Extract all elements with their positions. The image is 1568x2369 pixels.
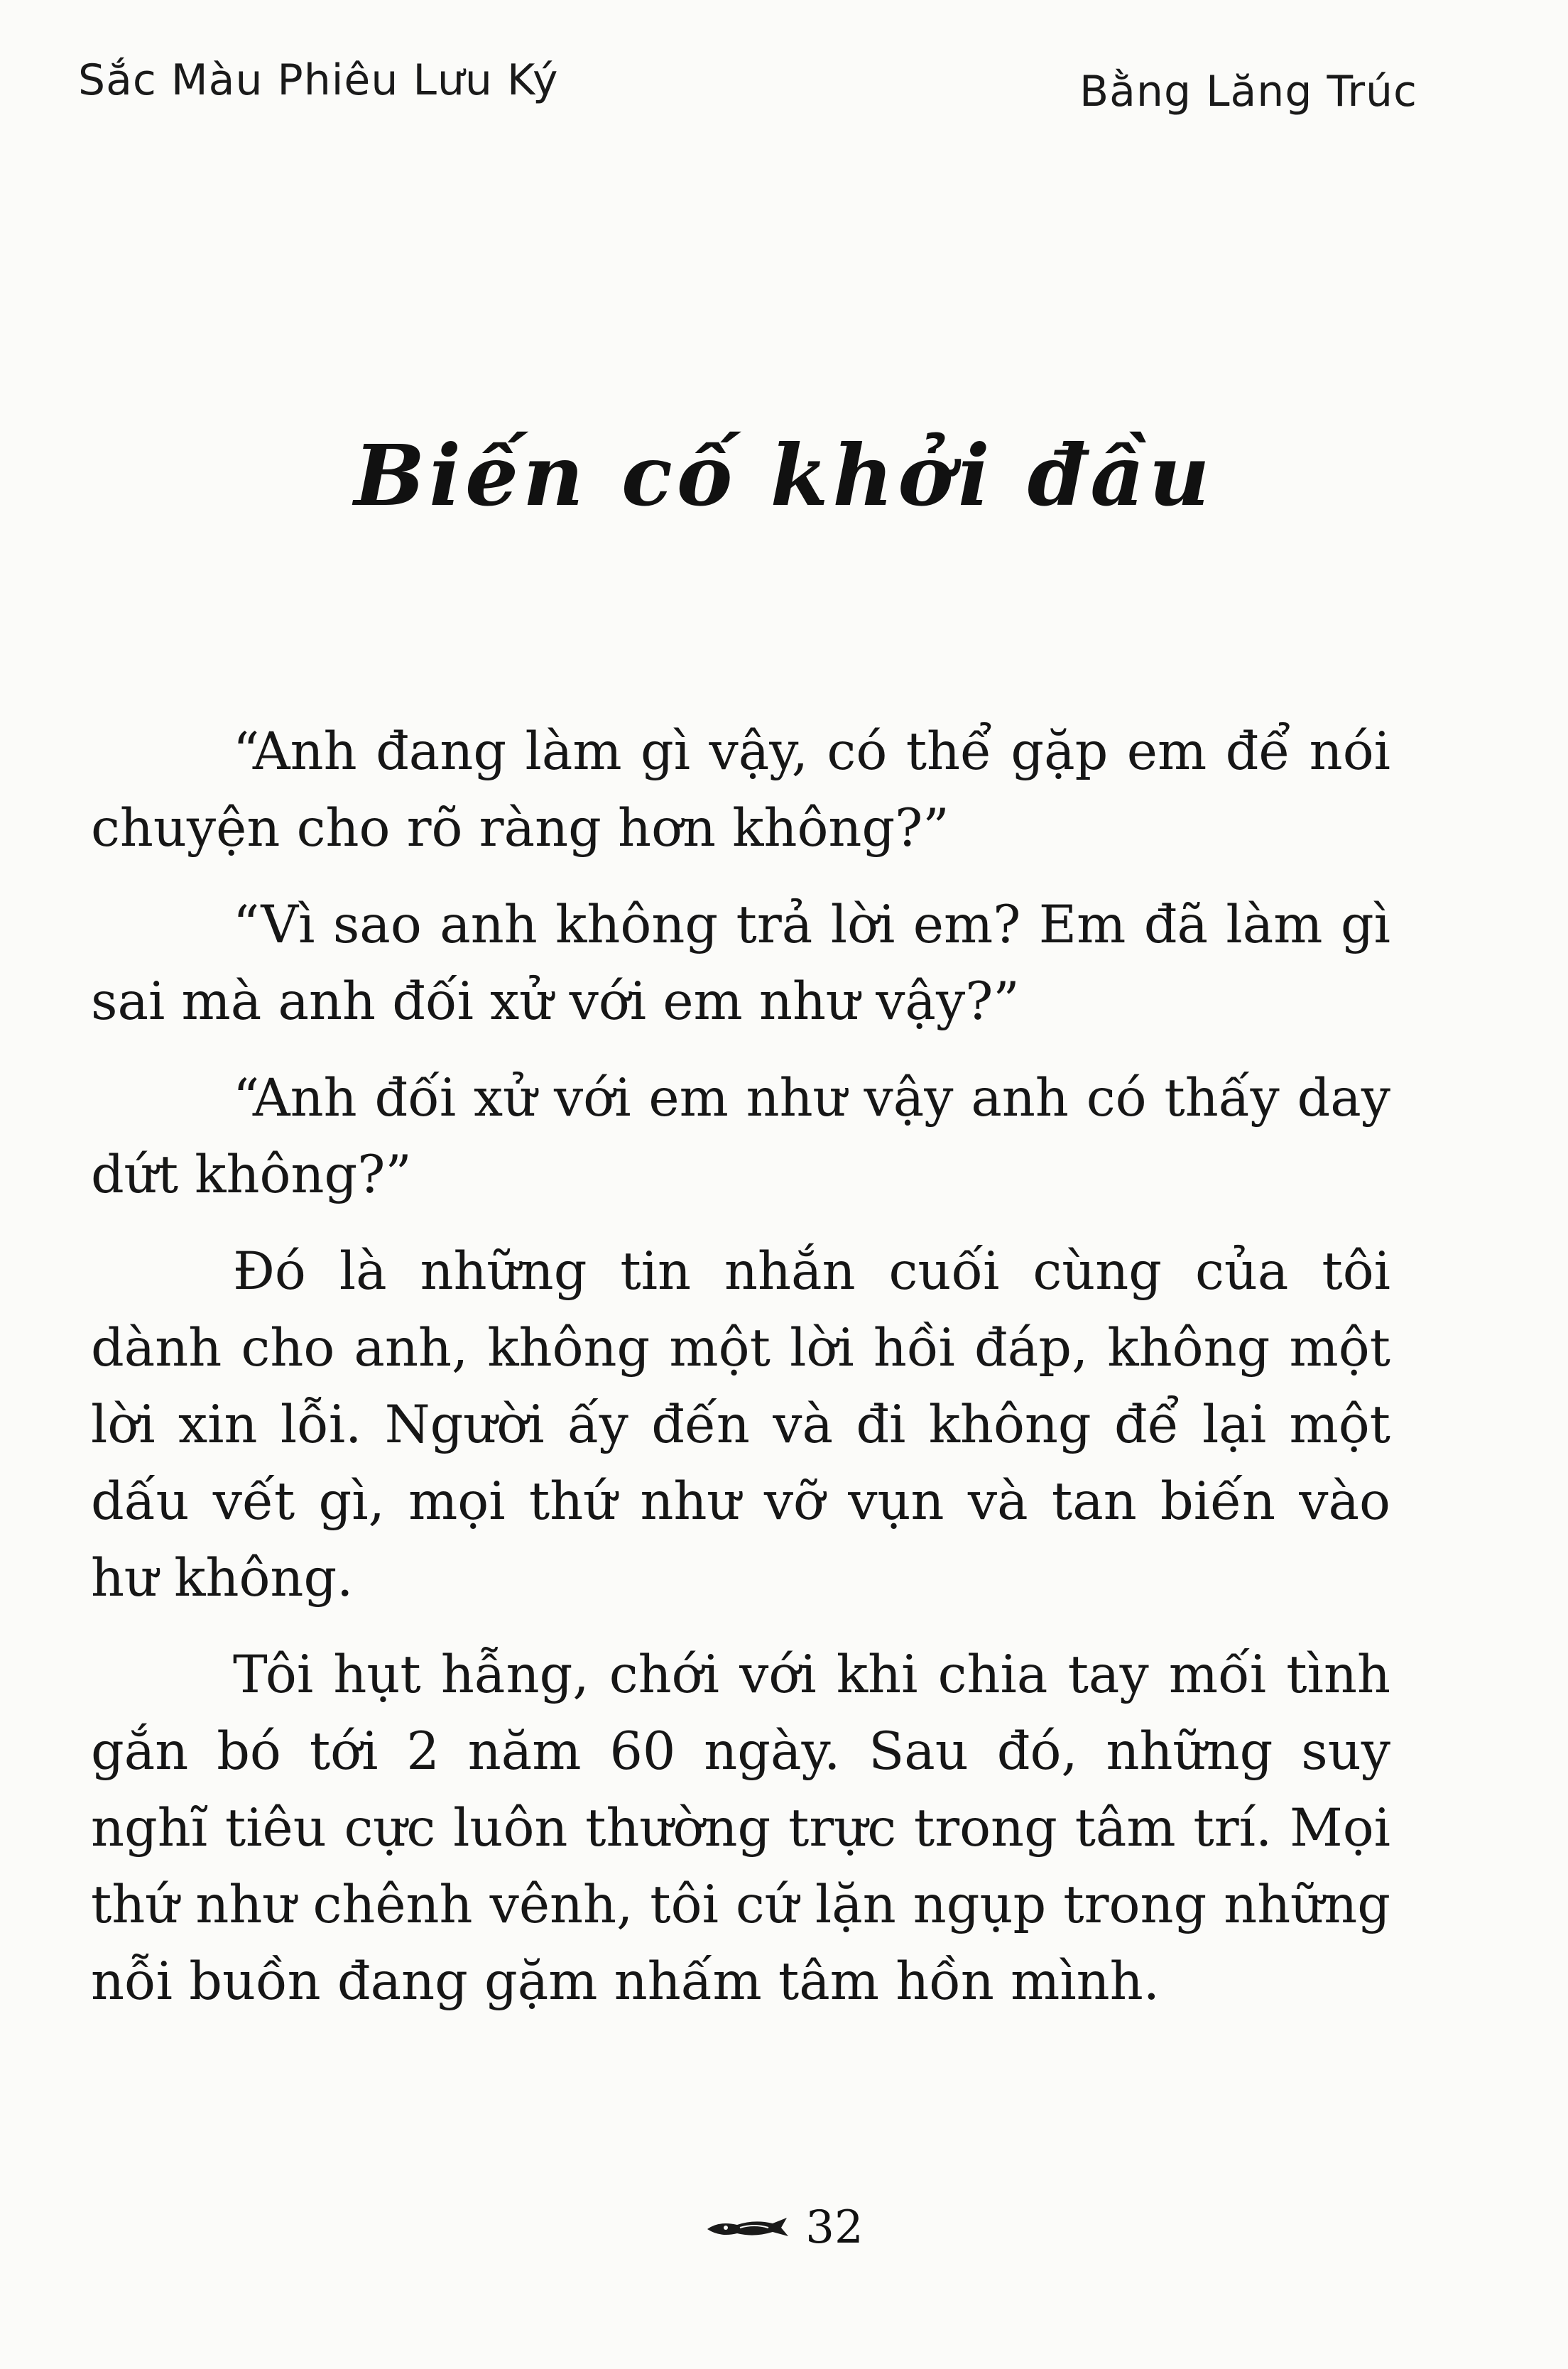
paragraph-4: Đó là những tin nhắn cuối cùng của tôi dành cho anh, không một lời hồi đáp, không một lời xin lỗi. Người ấy đến và đi không để lại một dấu vết gì, mọi thứ như vỡ vụn và tan biến vào hư không. (91, 1241, 1390, 1608)
fish-ornament-icon (704, 2213, 790, 2242)
paragraph-1: “Anh đang làm gì vậy, có thể gặp em để nói chuyện cho rõ ràng hơn không?” (91, 721, 1390, 859)
paragraph-5: Tôi hụt hẫng, chới với khi chia tay mối tình gắn bó tới 2 năm 60 ngày. Sau đó, những suy nghĩ tiêu cực luôn thường trực trong tâm trí. Mọi thứ như chênh vênh, tôi cứ lặn ngụp trong những nỗi buồn đang gặm nhấm tâm hồn mình. (91, 1645, 1390, 2012)
page-folio (0, 2201, 1568, 2254)
paragraph-3: “Anh đối xử với em như vậy anh có thấy day dứt không?” (91, 1068, 1390, 1205)
body-text (91, 714, 1390, 2040)
page-number: 32 (805, 2201, 864, 2254)
running-head-author: Bằng Lăng Trúc (1079, 67, 1417, 116)
paragraph-2: “Vì sao anh không trả lời em? Em đã làm gì sai mà anh đối xử với em như vậy?” (91, 895, 1390, 1032)
running-head-book-title: Sắc Màu Phiêu Lưu Ký (78, 55, 559, 105)
chapter-title: Biến cố khởi đầu (354, 426, 1214, 525)
